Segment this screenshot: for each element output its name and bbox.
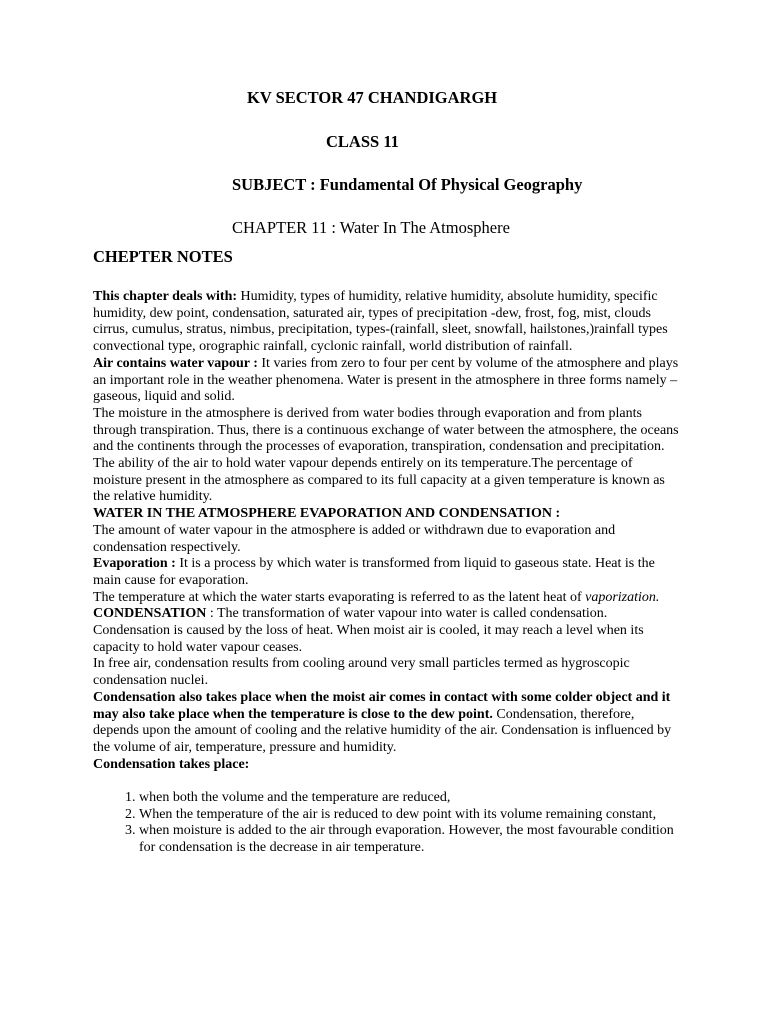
- condensation-text: : The transformation of water vapour into water is called condensation. Condensation is caused by the loss of heat. When moist air is cooled, it may reach a level when its capacity to hold water vapour ceases.: [93, 606, 644, 655]
- water-vapour-text: It varies from zero to four per cent by volume of the atmosphere and plays an important role in the weather phenomena. Water is present in the atmosphere in three forms namely – gaseous, liquid and solid.: [93, 355, 679, 405]
- paragraph-colder-object: [93, 690, 683, 757]
- intro-text: Humidity, types of humidity, relative humidity, absolute humidity, specific humidity, dew point, condensation, saturated air, types of precipitation -dew, frost, fog, mist, clouds cirrus, cumulus, stratus, nimbus, precipitation, types-(rainfall, sleet, snowfall, hailstones,)rainfall types convectional type, orographic rainfall, cyclonic rainfall, world distribution of rainfall.: [93, 289, 668, 355]
- paragraph-water-vapour: [93, 356, 683, 406]
- subject-heading: SUBJECT : Fundamental Of Physical Geography: [232, 175, 583, 194]
- paragraph-free-air: In free air, condensation results from cooling around very small particles termed as hygroscopic condensation nuclei.: [93, 656, 630, 689]
- paragraph-moisture: The moisture in the atmosphere is derived from water bodies through evaporation and from plants through transpiration. Thus, there is a continuous exchange of water between the atmosphere, the oceans and the continents through the processes of evaporation, transpiration, condensation and precipitation. The ability of the air to hold water vapour depends entirely on its temperature.The percentage of moisture present in the atmosphere as compared to its full capacity at a given temperature is known as the relative humidity.: [93, 405, 679, 505]
- vaporization-term: vaporization.: [585, 589, 660, 605]
- paragraph-intro: [93, 289, 683, 356]
- intro-label: This chapter deals with:: [93, 289, 238, 304]
- colder-object-bold: Condensation also takes place when the moist air comes in contact with some colder object and it may also take place when the temperature is close to the dew point.: [93, 689, 671, 722]
- condensation-takes-place-heading: Condensation takes place:: [93, 756, 250, 772]
- school-name: KV SECTOR 47 CHANDIGARGH: [247, 88, 498, 107]
- condensation-list: [93, 790, 683, 857]
- notes-body: [93, 289, 683, 857]
- list-item: 1. when both the volume and the temperature are reduced,: [139, 790, 683, 807]
- spacer: [93, 773, 683, 790]
- list-item: 3. when moisture is added to the air through evaporation. However, the most favourable condition for condensation is the decrease in air temperature.: [139, 823, 683, 856]
- evaporation-label: Evaporation :: [93, 556, 176, 572]
- colder-object-text: Condensation, therefore, depends upon the amount of cooling and the relative humidity of the air. Condensation is influenced by the volume of air, temperature, pressure and humidity.: [93, 706, 672, 755]
- paragraph-latent-heat: The temperature at which the water starts evaporating is referred to as the latent heat of vaporization.: [93, 589, 660, 605]
- section-heading-evaporation-condensation: WATER IN THE ATMOSPHERE EVAPORATION AND CONDENSATION :: [93, 506, 561, 522]
- list-item: 2. When the temperature of the air is reduced to dew point with its volume remaining constant,: [139, 807, 683, 824]
- water-vapour-label: Air contains water vapour :: [93, 355, 258, 371]
- condensation-label: CONDENSATION: [93, 606, 207, 622]
- paragraph-amount: The amount of water vapour in the atmosphere is added or withdrawn due to evaporation and condensation respectively.: [93, 522, 616, 555]
- chapter-heading: CHAPTER 11 : Water In The Atmosphere: [232, 218, 510, 237]
- paragraph-evaporation: [93, 556, 683, 589]
- class-heading: CLASS 11: [326, 132, 399, 151]
- notes-heading: CHEPTER NOTES: [93, 247, 233, 266]
- paragraph-condensation: [93, 606, 683, 656]
- evaporation-text: It is a process by which water is transformed from liquid to gaseous state. Heat is the main cause for evaporation.: [93, 556, 655, 588]
